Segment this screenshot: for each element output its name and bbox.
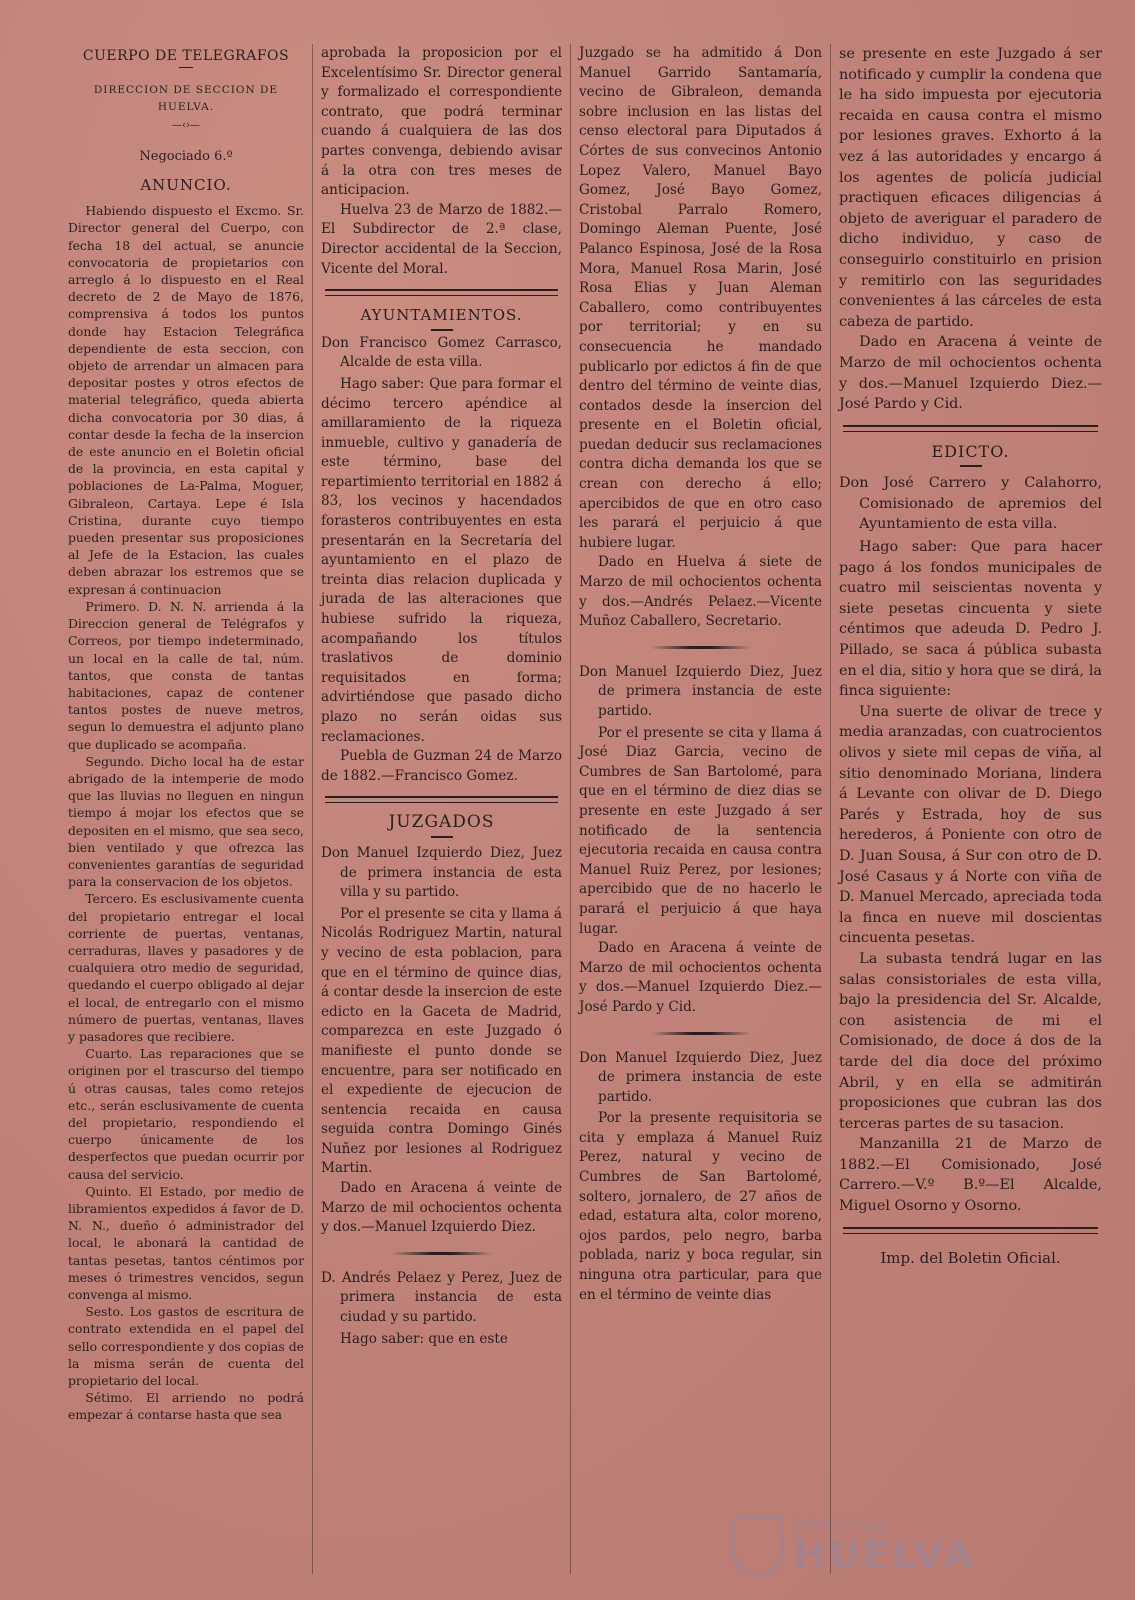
juzgado-2-official: D. Andrés Pelaez y Perez, Juez de primera instancia de esta ciudad y su partido. — [321, 1269, 562, 1326]
juzgados-title: JUZGADOS — [388, 812, 495, 833]
juzgado-1-signature: Dado en Aracena á veinte de Marzo de mil ochocientos ochenta y dos.—Manuel Izquierdo Diez. — [321, 1180, 562, 1236]
watermark-line-1: ARCHIVO — [794, 1516, 892, 1537]
ayto-body: Hago saber: Que para formar el décimo tercero apéndice al amillaramiento de la riqueza inmueble, cultivo y ganadería de este término, base del repartimiento territorial en 1882 á 83, los vecinos y hacendados forasteros contribuyentes en esta presentarán en la Secretaría del ayuntamiento en el plazo de treinta dias relacion duplicada y jurada de las alteraciones que hubiese sufrido la riqueza, acompañando los títulos traslativos de dominio requisitados en forma; advirtiéndose que pasado dicho plazo no serán oidas sus reclamaciones. — [321, 375, 562, 745]
juzgado-3-body: Por el presente se cita y llama á José Diaz Garcia, vecino de Cumbres de San Bartolomé, para que en el término de diez dias se presente en este Juzgado á ser notificado de la sentencia ejecutoria recaida en causa contra Manuel Ruiz Perez, por lesiones; apercibido que de no hacerlo le parará el perjuicio á que haya lugar. — [579, 724, 822, 937]
anuncio-paragraph-tercero: Tercero. Es esclusivamente cuenta del propietario entregar el local corriente de puertas, ventanas, cerraduras, llaves y pasadores y de cualquiera otro medio de seguridad, quedando el cuerpo obligado al dejar el local, de entregarlo con el mismo número de puertas, ventanas, llaves y pasadores que recibiere. — [68, 891, 304, 1044]
edicto-paragraph-2: Una suerte de olivar de trece y media aranzadas, con cuatrocientos olivos y siete mil cepas de viña, al sitio denominado Moriana, lindera á Levante con olivar de D. Diego Parés y Estrada, hoy de sus herederos, á Poniente con otro de D. Juan Sousa, á Sur con otro de D. José Casaus y á Norte con viña de D. Manuel Mercado, apreciada toda la finca en nueve mil doscientas cincuenta pesetas. — [839, 703, 1103, 947]
anuncio-paragraph-cuarto: Cuarto. Las reparaciones que se originen por el trascurso del tiempo ú otras causas, tales como retejos etc., serán esclusivamente de cuenta del propietario, respondiendo el cuerpo únicamente de los desperfectos que puedan ocurrir por causa del servicio. — [68, 1046, 304, 1182]
column-2 — [313, 44, 571, 1574]
ayto-signature: Puebla de Guzman 24 de Marzo de 1882.—Francisco Gomez. — [321, 748, 562, 784]
anuncio-paragraph-quinto: Quinto. El Estado, por medio de libramientos expedidos á favor de D. N. N., dueño ó administrador del local, le abonará la cantidad de tantas pesetas, tantos céntimos por meses ó trimestres vencidos, segun convenga al mismo. — [68, 1183, 304, 1303]
column-1 — [60, 44, 313, 1574]
section-dash — [431, 329, 453, 331]
section-rule — [325, 796, 558, 803]
negociado-label: Negociado 6.º — [139, 148, 233, 164]
watermark-line-2: HUELVA — [794, 1532, 976, 1577]
edicto-official: Don José Carrero y Calahorro, Comisionado de apremios del Ayuntamiento de esta villa. — [839, 475, 1102, 533]
archive-watermark — [732, 1512, 1012, 1580]
notice-separator — [392, 1252, 492, 1255]
anuncio-paragraph-segundo: Segundo. Dicho local ha de estar abrigado de la intemperie de modo que las lluvias no lleguen en ningun tiempo á mojar los efectos que se depositen en el mismo, que sea seco, bien ventilado y que ofrezca las convenientes garantías de seguridad para la conservacion de los objetos. — [68, 753, 304, 890]
ornament: —‹›— — [172, 119, 200, 131]
newspaper-page — [60, 44, 1110, 1577]
juzgado-1-body: Por el presente se cita y llama á Nicolás Rodriguez Martin, natural y vecino de esta poblacion, para que en el término de quince dias, á contar desde la insercion de este edicto en la Gaceta de Madrid, comparezca en este Juzgado ó manifieste el punto donde se encuentre, para ser notificado en el expediente de ejecucion de sentencia recaida en causa seguida contra Domingo Ginés Nuñez por lesiones al Rodriguez Martin. — [321, 905, 562, 1177]
juzgado-4-signature: Dado en Aracena á veinte de Marzo de mil ochocientos ochenta y dos.—Manuel Izquierdo Diez.—José Pardo y Cid. — [839, 334, 1102, 413]
juzgado-2-body: Hago saber: que en este — [340, 1330, 508, 1347]
column-3 — [571, 44, 831, 1574]
anuncio-paragraph-sesto: Sesto. Los gastos de escritura de contrato extendida en el papel del sello correspondiente y dos copias de la misma serán de cuenta del propietario del local. — [68, 1304, 304, 1389]
notice-separator — [651, 1032, 751, 1035]
cuerpo-telegrafos-title: CUERPO DE TELEGRAFOS — [82, 48, 290, 64]
ayto-official: Don Francisco Gomez Carrasco, Alcalde de esta villa. — [321, 334, 562, 371]
anuncio-paragraph-primero: Primero. D. N. N. arrienda á la Direccion general de Telégrafos y Correos, por tiempo indeterminado, un local en la calle de tal, núm. tantos, que consta de tantas habitaciones, capaz de contener tantos postes de nueve metros, segun lo demuestra el adjunto plano que duplicado se acompaña. — [68, 598, 304, 752]
juzgado-4-official: Don Manuel Izquierdo Diez, Juez de primera instancia de este partido. — [579, 1049, 822, 1105]
watermark-text — [794, 1516, 976, 1577]
anuncio-paragraph-setimo: Sétimo. El arriendo no podrá empezar á contarse hasta que sea — [68, 1390, 304, 1423]
imprint: Imp. del Boletin Oficial. — [880, 1248, 1061, 1267]
edicto-paragraph-1: Hago saber: Que para hacer pago á los fondos municipales de cuatro mil seiscientas noventa y siete pesetas cincuenta y siete céntimos que adeuda D. Pedro J. Pillado, se saca á pública subasta en el dia, sitio y hora que se dirá, la finca siguiente: — [839, 539, 1102, 700]
anuncio-paragraph-intro: Habiendo dispuesto el Excmo. Sr. Director general del Cuerpo, con fecha 18 del actual, se anuncie convocatoria de propietarios con arreglo á lo dispuesto en el Real decreto de 2 de Mayo de 1876, comprensiva á todos los puntos donde hay Estacion Telegráfica dependiente de esta seccion, con objeto de arrendar un almacen para depositar postes y otros efectos de material telegráfico, queda abierta dicha convocatoria por 30 dias, á contar desde la fecha de la insercion de este anuncio en el Boletin oficial de la provincia, en esta capital y poblaciones de La-Palma, Moguer, Gibraleon, Cartaya. Lepe é Isla Cristina, durante cuyo tiempo pueden presentar sus proposiciones al Jefe de la Estacion, las cuales deben abrazar los estremos que se expresan á continuacion — [68, 203, 304, 597]
juzgado-3-official: Don Manuel Izquierdo Diez, Juez de primera instancia de este partido. — [579, 663, 822, 719]
section-rule — [843, 1227, 1098, 1234]
anuncio-continuation: aprobada la proposicion por el Excelentísimo Sr. Director general y formalizado el correspondiente contrato, que podrá terminar cuando á cualquiera de las dos partes convenga, debiendo avisar á la otra con tres meses de anticipacion. — [321, 45, 562, 199]
direccion-subtitle: DIRECCION DE SECCION DE HUELVA. — [93, 84, 279, 114]
section-rule — [325, 289, 558, 296]
edicto-title: EDICTO. — [931, 441, 1010, 461]
section-rule — [843, 425, 1098, 432]
notice-separator — [651, 646, 751, 649]
section-dash — [960, 465, 982, 467]
juzgado-3-signature: Dado en Aracena á veinte de Marzo de mil ochocientos ochenta y dos.—Manuel Izquierdo Diez.—José Pardo y Cid. — [579, 940, 822, 1015]
section-dash — [431, 836, 453, 838]
anuncio-signature: Huelva 23 de Marzo de 1882.—El Subdirector de 2.ª clase, Director accidental de la Seccion, Vicente del Moral. — [321, 201, 562, 277]
juzgado-2-continuation: Juzgado se ha admitido á Don Manuel Garrido Santamaría, vecino de Gibraleon, demanda sobre inclusion en las listas del censo electoral para Diputados á Córtes de sus convecinos Antonio Lopez Valero, Manuel Bayo Gomez, José Bayo Gomez, Cristobal Parralo Romero, Domingo Aleman Puente, José Palanco Espinosa, José de la Rosa Mora, Manuel Rosa Marin, José Rosa Elias y Juan Aleman Caballero, como contribuyentes por territorial; y en su consecuencia he mandado publicarlo por edictos á fin de que dentro del término de veinte dias, contados desde la insercion del presente en el Boletin oficial, puedan deducir sus reclamaciones contra dicha demanda los que se crean con derecho á ello; apercibidos de que en otro caso les parará el perjuicio á que hubiere lugar. — [579, 45, 822, 551]
edicto-signature: Manzanilla 21 de Marzo de 1882.—El Comisionado, José Carrero.—V.º B.º—El Alcalde, Miguel Osorno y Osorno. — [839, 1136, 1102, 1215]
ayuntamientos-title: AYUNTAMIENTOS. — [360, 306, 523, 325]
archive-seal-icon — [732, 1516, 784, 1576]
juzgado-4-body: Por la presente requisitoria se cita y emplaza á Manuel Ruiz Perez, natural y vecino de Cumbres de San Bartolomé, soltero, jornalero, de 27 años de edad, estatura alta, color moreno, ojos pardos, pelo negro, barba poblada, nariz y boca regular, sin ninguna otra particular, para que en el término de veinte dias — [579, 1110, 822, 1303]
juzgado-2-signature: Dado en Huelva á siete de Marzo de mil ochocientos ochenta y dos.—Andrés Pelaez.—Vicente Muñoz Caballero, Secretario. — [579, 554, 822, 630]
anuncio-title: ANUNCIO. — [140, 176, 232, 195]
juzgado-1-official: Don Manuel Izquierdo Diez, Juez de primera instancia de esta villa y su partido. — [321, 844, 562, 901]
column-4 — [831, 44, 1110, 1574]
title-dash — [179, 67, 193, 68]
edicto-paragraph-3: La subasta tendrá lugar en las salas consistoriales de esta villa, bajo la presidencia del Sr. Alcalde, con asistencia de mi el Comisionado, de doce á dos de la tarde del dia doce del próximo Abril, y en ella se admitirán proposiciones que cubran las dos terceras partes de su tasacion. — [839, 950, 1102, 1132]
juzgado-4-continuation: se presente en este Juzgado á ser notificado y cumplir la condena que le ha sido impuesta por ejecutoria recaida en causa contra el mismo por lesiones graves. Exhorto á la vez á las autoridades y encargo á los agentes de policía judicial practiquen eficaces diligencias á objeto de averiguar el paradero de dicho individuo, y caso de conseguirlo constituirlo en prision y remitirlo con las seguridades convenientes á las cárceles de esta cabeza de partido. — [839, 46, 1102, 330]
